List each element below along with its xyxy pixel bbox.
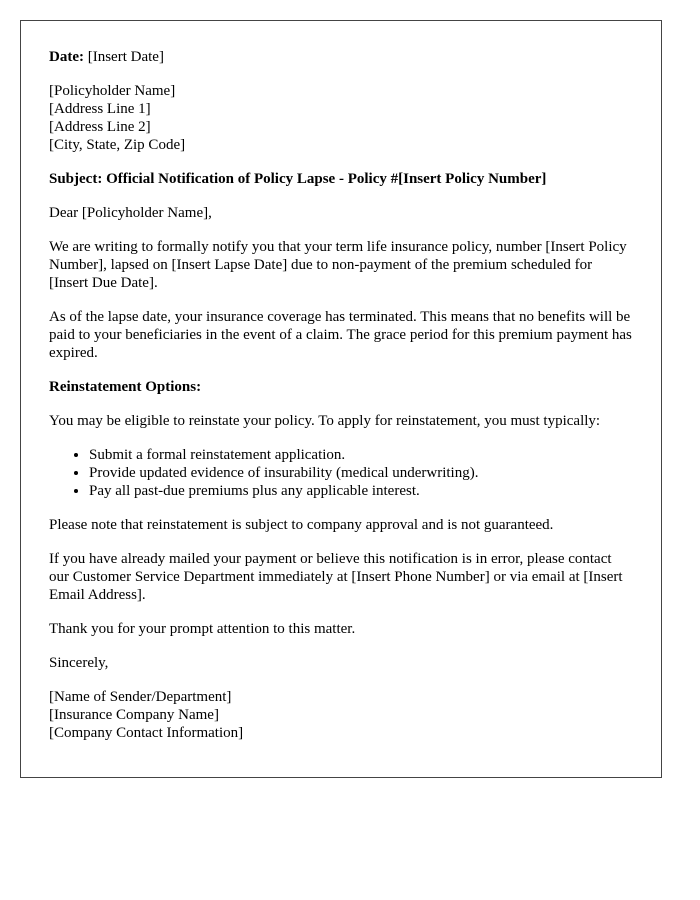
subject-text: Subject: Official Notification of Policy Lapse - Policy #[Insert Policy Number]: [49, 171, 547, 187]
sender-block: [49, 688, 633, 742]
signoff: Sincerely,: [49, 655, 109, 671]
recipient-name: [Policyholder Name]: [49, 83, 176, 99]
lapse-notice-paragraph: We are writing to formally notify you that your term life insurance policy, number [Insert Policy Number], lapsed on [Insert Lapse Date] due to non-payment of the premium scheduled for [Insert Due Date].: [49, 239, 627, 291]
address-line-1: [Address Line 1]: [49, 101, 151, 117]
list-item: • Submit a formal reinstatement application.: [89, 446, 633, 464]
approval-note: Please note that reinstatement is subject to company approval and is not guaranteed.: [49, 517, 554, 533]
city-state-zip: [City, State, Zip Code]: [49, 137, 186, 153]
list-item: • Provide updated evidence of insurability (medical underwriting).: [89, 464, 633, 482]
recipient-address: [49, 82, 633, 154]
address-line-2: [Address Line 2]: [49, 119, 151, 135]
contact-paragraph: If you have already mailed your payment or believe this notification is in error, please contact our Customer Service Department immediately at [Insert Phone Number] or via email at [Insert Email Address].: [49, 551, 623, 603]
letter: [20, 20, 662, 778]
thank-you: Thank you for your prompt attention to this matter.: [49, 621, 356, 637]
coverage-terminated-paragraph: As of the lapse date, your insurance coverage has terminated. This means that no benefits will be paid to your beneficiaries in the event of a claim. The grace period for this premium payment has expired.: [49, 309, 632, 361]
company-name: [Insurance Company Name]: [49, 707, 219, 723]
company-contact: [Company Contact Information]: [49, 725, 244, 741]
subject-line: [49, 170, 633, 188]
sender-name: [Name of Sender/Department]: [49, 689, 232, 705]
list-item: • Pay all past-due premiums plus any applicable interest.: [89, 482, 633, 500]
date-label: Date:: [49, 49, 84, 65]
reinstatement-heading: [49, 378, 633, 396]
date-line: [49, 48, 633, 66]
date-value: [Insert Date]: [87, 49, 164, 65]
reinstatement-list: [49, 446, 633, 500]
salutation: Dear [Policyholder Name],: [49, 205, 212, 221]
reinstatement-heading-text: Reinstatement Options:: [49, 379, 202, 395]
reinstatement-intro: You may be eligible to reinstate your policy. To apply for reinstatement, you must typically:: [49, 413, 601, 429]
